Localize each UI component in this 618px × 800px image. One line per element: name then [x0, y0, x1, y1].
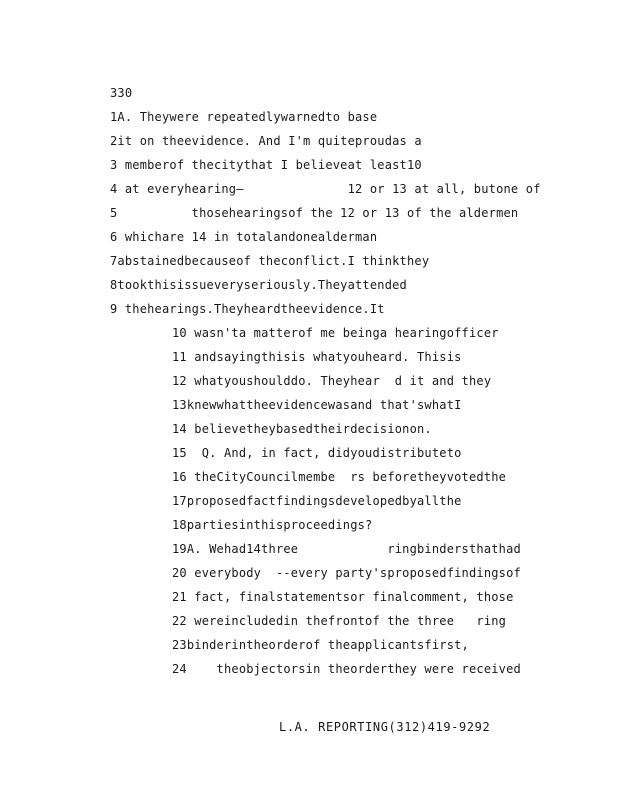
transcript-line-15: 15 Q. And, in fact, didyoudistributeto [172, 446, 462, 460]
transcript-line-11: 11 andsayingthisis whatyouheard. Thisis [172, 350, 462, 364]
transcript-line-13: 13knewwhattheevidencewasand that'swhatI [172, 398, 462, 412]
transcript-line-5: 5 thosehearingsof the 12 or 13 of the aldermen [110, 206, 519, 220]
transcript-line-24: 24 theobjectorsin theorderthey were received [172, 662, 521, 676]
transcript-line-4: 4 at everyhearing— 12 or 13 at all, butone of [110, 182, 541, 196]
transcript-line-12: 12 whatyoushoulddo. Theyhear d it and they [172, 374, 492, 388]
page-number: 330 [110, 86, 133, 100]
transcript-line-10: 10 wasn'ta matterof me beinga hearingofficer [172, 326, 499, 340]
transcript-line-18: 18partiesinthisproceedings? [172, 518, 373, 532]
transcript-line-17: 17proposedfactfindingsdevelopedbyallthe [172, 494, 462, 508]
transcript-line-9: 9 thehearings.Theyheardtheevidence.It [110, 302, 385, 316]
transcript-line-1: 1A. Theywere repeatedlywarnedto base [110, 110, 378, 124]
transcript-line-2: 2it on theevidence. And I'm quiteproudas a [110, 134, 422, 148]
transcript-line-22: 22 wereincludedin thefrontof the three ring [172, 614, 507, 628]
transcript-line-19: 19A. Wehad14three ringbindersthathad [172, 542, 521, 556]
transcript-line-3: 3 memberof thecitythat I believeat least10 [110, 158, 422, 172]
transcript-line-21: 21 fact, finalstatementsor finalcomment, those [172, 590, 514, 604]
transcript-line-7: 7abstainedbecauseof theconflict.I thinkthey [110, 254, 430, 268]
transcript-line-16: 16 theCityCouncilmembe rs beforetheyvotedthe [172, 470, 507, 484]
transcript-line-8: 8tookthisissueveryseriously.Theyattended [110, 278, 407, 292]
reporter-footer: L.A. REPORTING(312)419-9292 [279, 720, 491, 734]
transcript-line-20: 20 everybody --every party'sproposedfindingsof [172, 566, 521, 580]
transcript-line-14: 14 believetheybasedtheirdecisionon. [172, 422, 432, 436]
transcript-line-23: 23binderintheorderof theapplicantsfirst, [172, 638, 469, 652]
transcript-line-6: 6 whichare 14 in totalandonealderman [110, 230, 378, 244]
